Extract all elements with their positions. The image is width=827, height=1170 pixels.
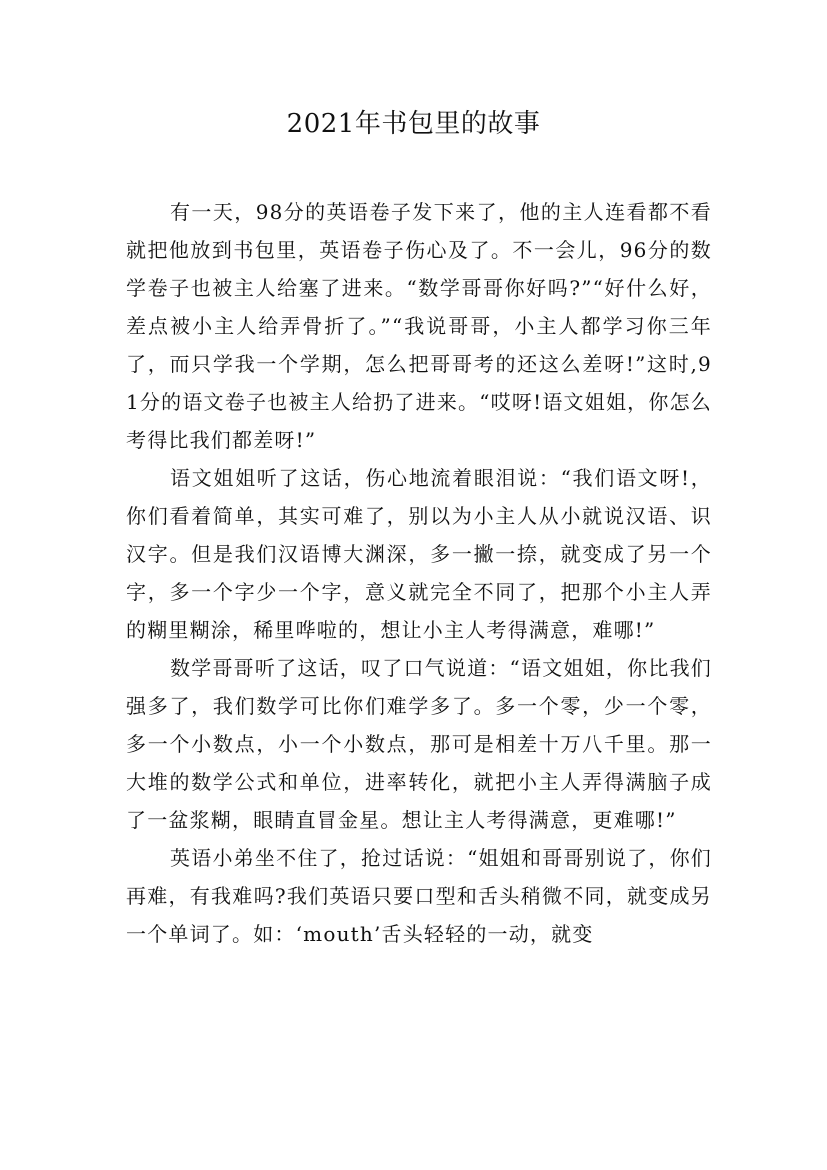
- paragraph-2: 语文姐姐听了这话，伤心地流着眼泪说：“我们语文呀!，你们看着简单，其实可难了，别以为小主人从小就说汉语、识汉字。但是我们汉语博大渊深，多一撇一捺，就变成了另一个字，多一个字少一个字，意义就完全不同了，把那个小主人弄的糊里糊涂，稀里哗啦的，想让小主人考得满意，难哪!”: [126, 466, 712, 642]
- paragraph-4: 英语小弟坐不住了，抢过话说：“姐姐和哥哥别说了，你们再难，有我难吗?我们英语只要口型和舌头稍微不同，就变成另一个单词了。如：‘mouth’舌头轻轻的一动，就变: [126, 846, 712, 946]
- document-title: 2021年书包里的故事: [286, 109, 541, 139]
- paragraph-3: 数学哥哥听了这话，叹了口气说道：“语文姐姐，你比我们强多了，我们数学可比你们难学多了。多一个零，少一个零，多一个小数点，小一个小数点，那可是相差十万八千里。那一大堆的数学公式和单位，进率转化，就把小主人弄得满脑子成了一盆浆糊，眼睛直冒金星。想让主人考得满意，更难哪!”: [126, 656, 712, 832]
- document-body: [126, 193, 712, 953]
- paragraph-1: 有一天，98分的英语卷子发下来了，他的主人连看都不看就把他放到书包里，英语卷子伤心及了。不一会儿，96分的数学卷子也被主人给塞了进来。“数学哥哥你好吗?”“好什么好，差点被小主人给弄骨折了。”“我说哥哥，小主人都学习你三年了，而只学我一个学期，怎么把哥哥考的还这么差呀!”这时,91分的语文卷子也被主人给扔了进来。“哎呀!语文姐姐，你怎么考得比我们都差呀!”: [126, 200, 712, 452]
